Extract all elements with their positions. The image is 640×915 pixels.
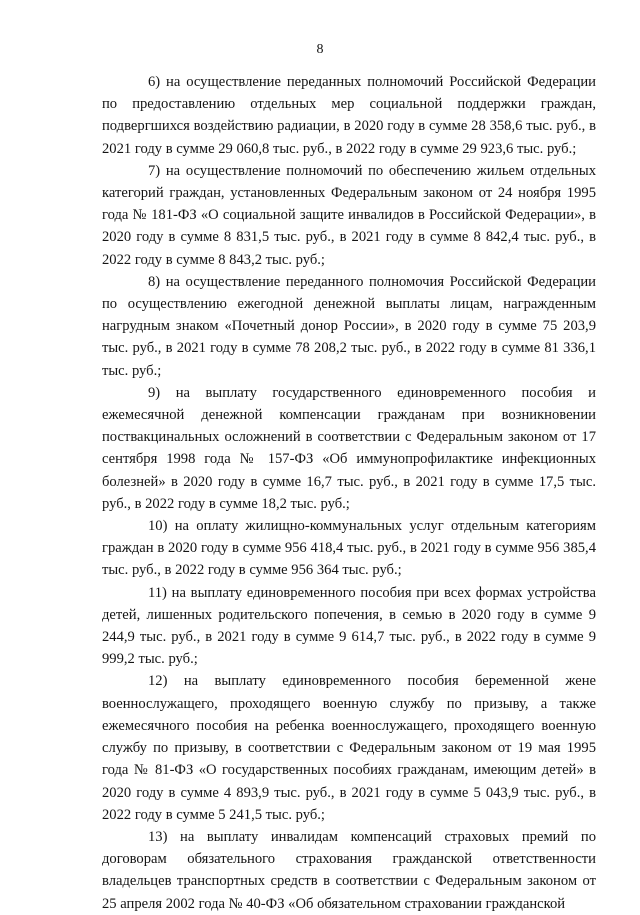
paragraph-item-6: 6) на осуществление переданных полномочий Российской Федерации по предоставлению отдельных мер социальной поддержки граждан, подвергшихся воздействию радиации, в 2020 году в сумме 28 358,6 тыс. руб., в 2021 году в сумме 29 060,8 тыс. руб., в 2022 году в сумме 29 923,6 тыс. руб.; — [102, 74, 596, 157]
paragraph-item-13: 13) на выплату инвалидам компенсаций страховых премий по договорам обязательного страхования гражданской ответственности владельцев транспортных средств в соответствии с Федеральным законом от 25 апреля 2002 года № 40-ФЗ «Об обязательном страховании гражданской — [102, 828, 596, 912]
document-body — [102, 71, 596, 915]
paragraph-item-11: 11) на выплату единовременного пособия при всех формах устройства детей, лишенных родительского попечения, в семью в 2020 году в сумме 9 244,9 тыс. руб., в 2021 году в сумме 9 614,7 тыс. руб., в 2022 году в сумме 9 999,2 тыс. руб.; — [102, 584, 596, 668]
paragraph-item-7: 7) на осуществление полномочий по обеспечению жильем отдельных категорий граждан, установленных Федеральным законом от 24 ноября 1995 года № 181-ФЗ «О социальной защите инвалидов в Российской Федерации», в 2020 году в сумме 8 831,5 тыс. руб., в 2021 году в сумме 8 842,4 тыс. руб., в 2022 году в сумме 8 843,2 тыс. руб.; — [102, 162, 596, 268]
paragraph-item-12: 12) на выплату единовременного пособия беременной жене военнослужащего, проходящего военную службу по призыву, а также ежемесячного пособия на ребенка военнослужащего, проходящего военную службу по призыву, в соответствии с Федеральным законом от 19 мая 1995 года № 81-ФЗ «О государственных пособиях гражданам, имеющим детей» в 2020 году в сумме 4 893,9 тыс. руб., в 2021 году в сумме 5 043,9 тыс. руб., в 2022 году в сумме 5 241,5 тыс. руб.; — [102, 673, 596, 823]
page-number: 8 — [316, 42, 324, 57]
paragraph-item-8: 8) на осуществление переданного полномочия Российской Федерации по осуществлению ежегодной денежной выплаты лицам, награжденным нагрудным знаком «Почетный донор России», в 2020 году в сумме 75 203,9 тыс. руб., в 2021 году в сумме 78 208,2 тыс. руб., в 2022 году в сумме 81 336,1 тыс. руб.; — [102, 273, 596, 379]
paragraph-item-9: 9) на выплату государственного единовременного пособия и ежемесячной денежной компенсации гражданам при возникновении поствакцинальных осложнений в соответствии с Федеральным законом от 17 сентября 1998 года № 157-ФЗ «Об иммунопрофилактике инфекционных болезней» в 2020 году в сумме 16,7 тыс. руб., в 2021 году в сумме 17,5 тыс. руб., в 2022 году в сумме 18,2 тыс. руб.; — [102, 384, 596, 512]
paragraph-item-10: 10) на оплату жилищно-коммунальных услуг отдельным категориям граждан в 2020 году в сумме 956 418,4 тыс. руб., в 2021 году в сумме 956 385,4 тыс. руб., в 2022 году в сумме 956 364 тыс. руб.; — [102, 518, 596, 579]
